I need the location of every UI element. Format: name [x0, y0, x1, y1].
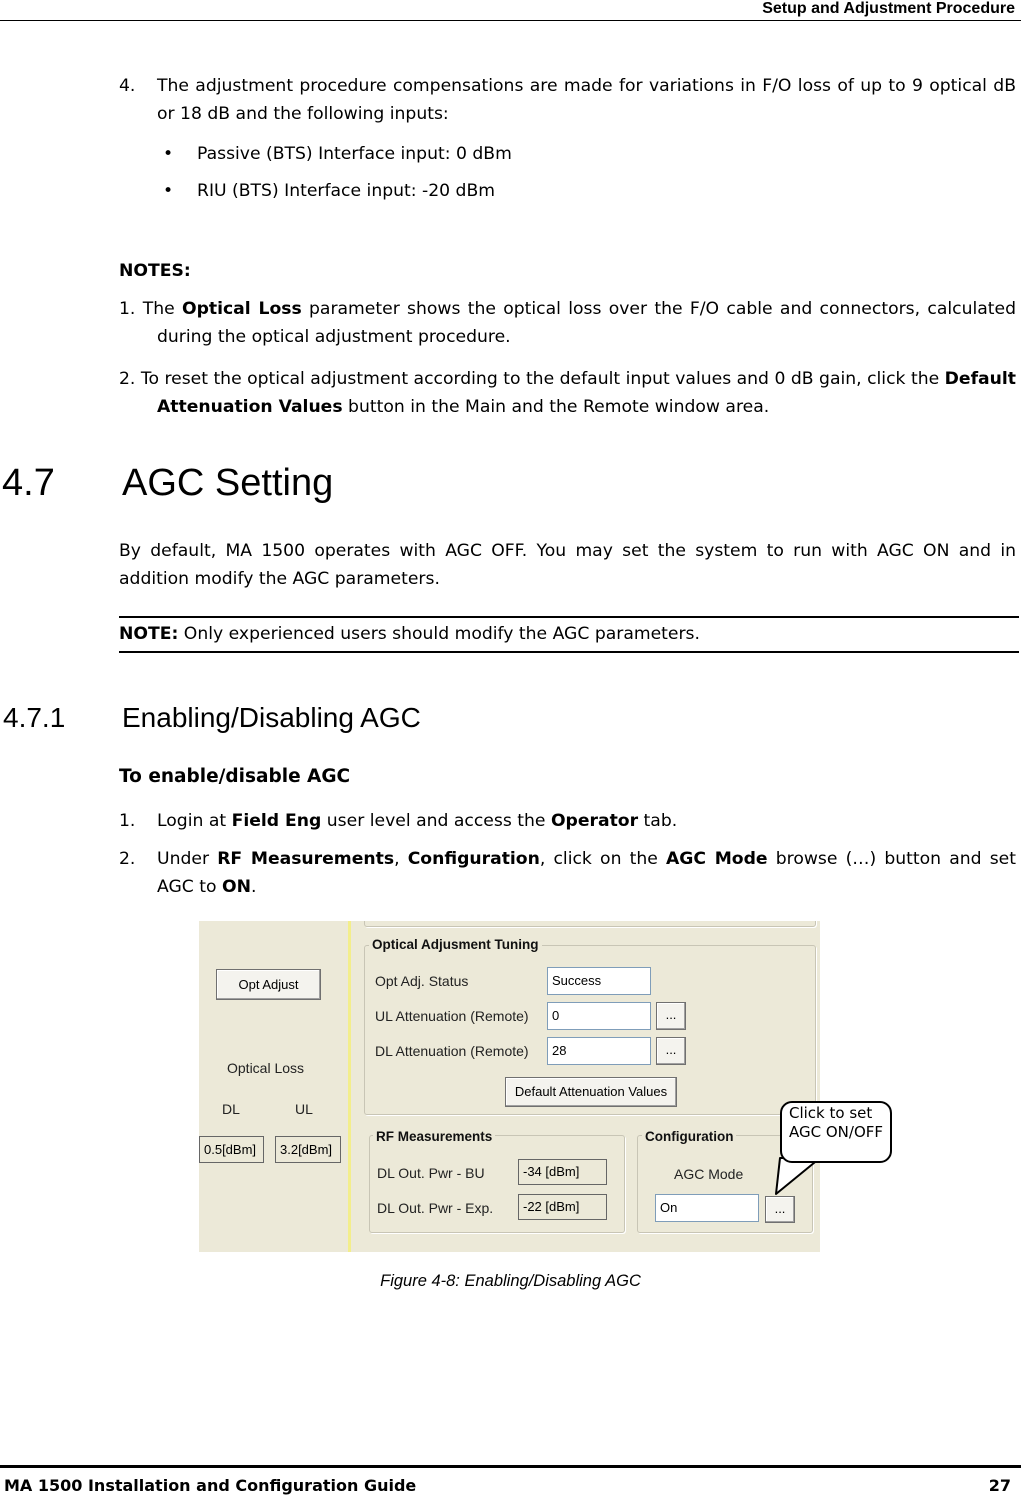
- note-1-bold: Optical Loss: [181, 299, 302, 319]
- dl-attenuation-browse-button[interactable]: ...: [656, 1037, 686, 1065]
- optical-loss-label: Optical Loss: [227, 1060, 305, 1076]
- opt-adjust-button[interactable]: Opt Adjust: [216, 969, 321, 1000]
- ul-label: UL: [295, 1101, 313, 1117]
- configuration-group-title: Configuration: [642, 1129, 736, 1144]
- section-title: AGC Setting: [122, 462, 334, 504]
- step-2-c: ,: [394, 849, 408, 869]
- rf-measurements-group-title: RF Measurements: [373, 1129, 495, 1144]
- dl-attenuation-field[interactable]: 28: [547, 1037, 651, 1065]
- agc-screenshot: [199, 921, 820, 1252]
- header-rule: [0, 20, 1021, 21]
- callout-line-1: Click to set: [789, 1104, 873, 1122]
- dl-label: DL: [222, 1101, 240, 1117]
- note-2-bold: Default Attenuation Values: [157, 369, 1016, 417]
- footer-guide-title: MA 1500 Installation and Configuration Guide: [4, 1476, 417, 1495]
- default-attenuation-values-button[interactable]: Default Attenuation Values: [505, 1077, 677, 1107]
- step-2-bold-1: RF Measurements: [217, 849, 395, 869]
- step-1-a: Login at: [157, 811, 232, 831]
- step-2-text: [157, 845, 1016, 901]
- step-2-a: Under: [157, 849, 218, 869]
- opt-adj-status-field: Success: [547, 967, 651, 995]
- dl-out-pwr-exp-label: DL Out. Pwr - Exp.: [377, 1200, 494, 1216]
- bullet-dot: •: [163, 181, 174, 201]
- note-rule-top: [119, 616, 1019, 618]
- step-1-d: tab.: [638, 811, 678, 831]
- agc-mode-label: AGC Mode: [674, 1166, 744, 1182]
- bullet-item: RIU (BTS) Interface input: -20 dBm: [197, 181, 495, 201]
- running-header: Setup and Adjustment Procedure: [762, 0, 1015, 17]
- note-box: [119, 620, 700, 648]
- footer-rule: [0, 1465, 1021, 1468]
- note-1-text-b: parameter shows the optical loss over the F/O cable and connectors, calculated during the optical adjustment procedure.: [157, 299, 1016, 347]
- section-intro: By default, MA 1500 operates with AGC OFF. You may set the system to run with AGC ON and in addition modify the AGC parameters.: [119, 541, 1016, 589]
- note-2-text-a: 2. To reset the optical adjustment according to the default input values and 0 dB gain, click the: [119, 369, 945, 389]
- procedure-title: To enable/disable AGC: [119, 766, 351, 787]
- optical-tuning-group-title: Optical Adjusment Tuning: [369, 937, 542, 952]
- step-1-c: user level and access the: [321, 811, 551, 831]
- section-number: 4.7: [2, 462, 55, 504]
- step-2-bold-4: ON: [221, 877, 251, 897]
- bullet-dot: •: [163, 144, 174, 164]
- note-2: [119, 365, 1016, 421]
- step-1-bold-2: Operator: [550, 811, 639, 831]
- note-2-text-b: button in the Main and the Remote window area.: [342, 397, 770, 417]
- dl-optical-loss-field: 0.5[dBm]: [199, 1136, 264, 1163]
- subsection-number: 4.7.1: [3, 702, 66, 733]
- figure-caption: Figure 4-8: Enabling/Disabling AGC: [380, 1272, 641, 1290]
- callout-line-2: AGC ON/OFF: [789, 1123, 884, 1141]
- dl-out-pwr-bu-field: -34 [dBm]: [518, 1159, 607, 1185]
- agc-mode-browse-button[interactable]: ...: [765, 1196, 795, 1223]
- note-label: NOTE:: [119, 624, 179, 644]
- ul-optical-loss-field: 3.2[dBm]: [275, 1136, 341, 1163]
- dl-out-pwr-bu-label: DL Out. Pwr - BU: [377, 1165, 485, 1181]
- step-2-number: 2.: [119, 849, 136, 869]
- ul-attenuation-label: UL Attenuation (Remote): [375, 1008, 529, 1024]
- bullet-item: Passive (BTS) Interface input: 0 dBm: [197, 144, 512, 164]
- note-rule-bottom: [119, 651, 1019, 653]
- step-1-number: 1.: [119, 811, 136, 831]
- dl-out-pwr-exp-field: -22 [dBm]: [518, 1194, 607, 1220]
- step-4-number: 4.: [119, 76, 136, 96]
- subsection-title: Enabling/Disabling AGC: [122, 702, 421, 733]
- step-2-f: .: [250, 877, 257, 897]
- step-1-bold-1: Field Eng: [231, 811, 322, 831]
- ul-attenuation-field[interactable]: 0: [547, 1002, 651, 1030]
- top-group-edge: [364, 921, 816, 927]
- step-2-e: browse (…) button and set AGC to: [157, 849, 1016, 897]
- agc-mode-field[interactable]: On: [655, 1194, 759, 1222]
- dl-attenuation-label: DL Attenuation (Remote): [375, 1043, 529, 1059]
- callout-text: [789, 1104, 883, 1142]
- step-1-text: [157, 807, 677, 835]
- page-number: 27: [988, 1476, 1011, 1495]
- panel-divider: [348, 921, 351, 1252]
- step-2-bold-3: AGC Mode: [665, 849, 768, 869]
- note-1-text-a: 1. The: [119, 299, 182, 319]
- opt-adj-status-label: Opt Adj. Status: [375, 973, 469, 989]
- step-2-d: , click on the: [539, 849, 666, 869]
- note-text: Only experienced users should modify the AGC parameters.: [178, 624, 700, 644]
- step-2-bold-2: Configuration: [407, 849, 540, 869]
- ul-attenuation-browse-button[interactable]: ...: [656, 1002, 686, 1030]
- notes-heading: NOTES:: [119, 261, 191, 281]
- note-1: [119, 295, 1016, 351]
- step-4-text: The adjustment procedure compensations are made for variations in F/O loss of up to 9 optical dB or 18 dB and the following inputs:: [157, 76, 1016, 124]
